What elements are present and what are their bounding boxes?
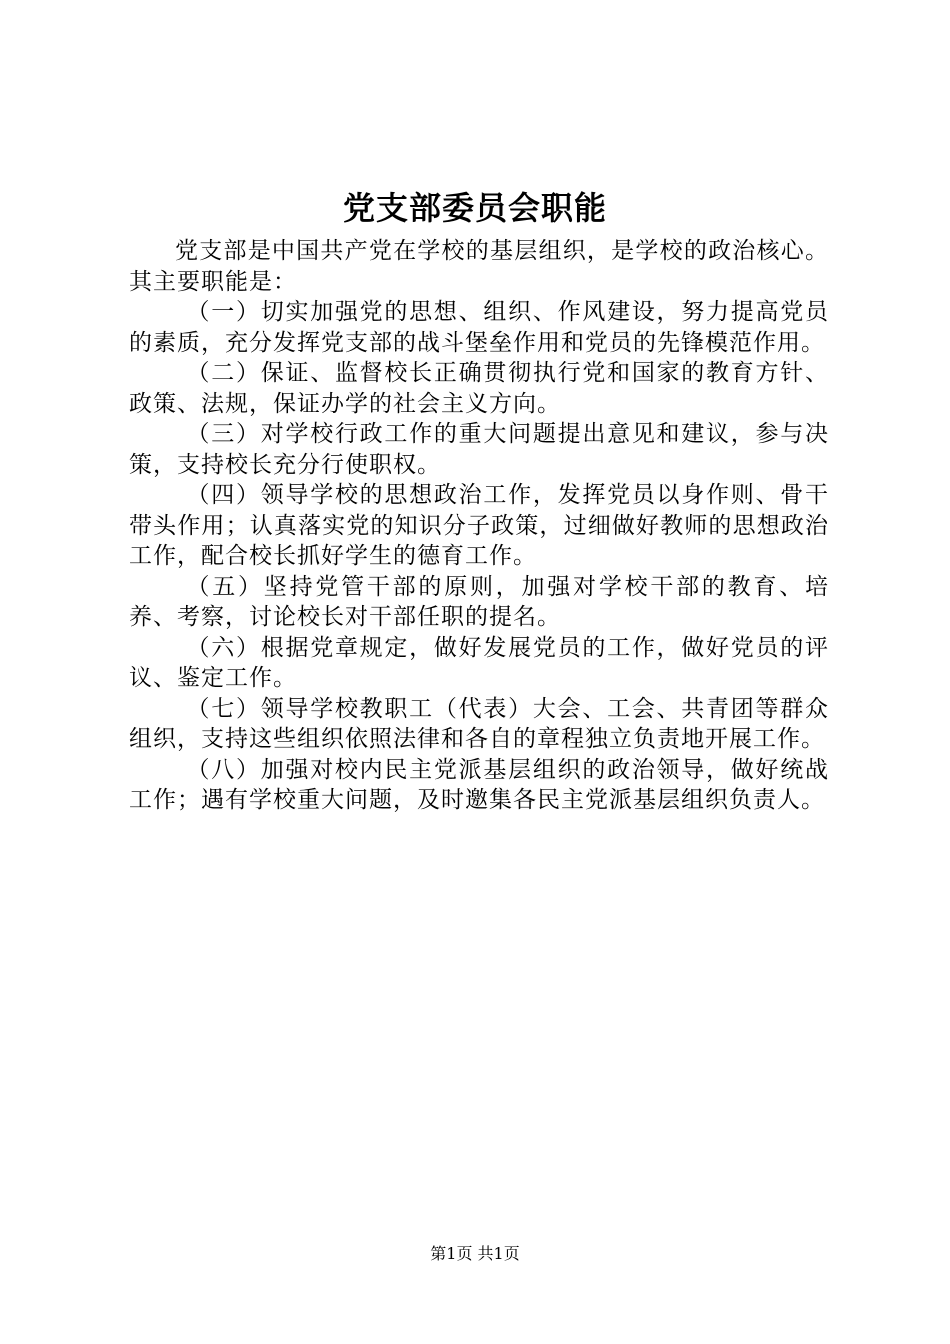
item-paragraph-5: （五）坚持党管干部的原则，加强对学校干部的教育、培养、考察，讨论校长对干部任职的提名。: [129, 573, 829, 630]
intro-paragraph: 党支部是中国共产党在学校的基层组织，是学校的政治核心。其主要职能是：: [129, 238, 829, 295]
document-body: [129, 236, 829, 816]
item-paragraph-8: （八）加强对校内民主党派基层组织的政治领导，做好统战工作；遇有学校重大问题，及时邀集各民主党派基层组织负责人。: [129, 756, 829, 813]
item-paragraph-3: （三）对学校行政工作的重大问题提出意见和建议，参与决策，支持校长充分行使职权。: [129, 421, 829, 478]
item-paragraph-7: （七）领导学校教职工（代表）大会、工会、共青团等群众组织，支持这些组织依照法律和各自的章程独立负责地开展工作。: [129, 695, 829, 752]
document-title: 党支部委员会职能: [342, 189, 607, 227]
item-paragraph-4: （四）领导学校的思想政治工作，发挥党员以身作则、骨干带头作用；认真落实党的知识分子政策，过细做好教师的思想政治工作，配合校长抓好学生的德育工作。: [129, 482, 829, 569]
page-number-footer: 第1页 共1页: [430, 1244, 520, 1263]
item-paragraph-2: （二）保证、监督校长正确贯彻执行党和国家的教育方针、政策、法规，保证办学的社会主义方向。: [129, 360, 829, 417]
item-paragraph-1: （一）切实加强党的思想、组织、作风建设，努力提高党员的素质，充分发挥党支部的战斗堡垒作用和党员的先锋模范作用。: [129, 299, 829, 356]
item-paragraph-6: （六）根据党章规定，做好发展党员的工作，做好党员的评议、鉴定工作。: [129, 634, 829, 691]
